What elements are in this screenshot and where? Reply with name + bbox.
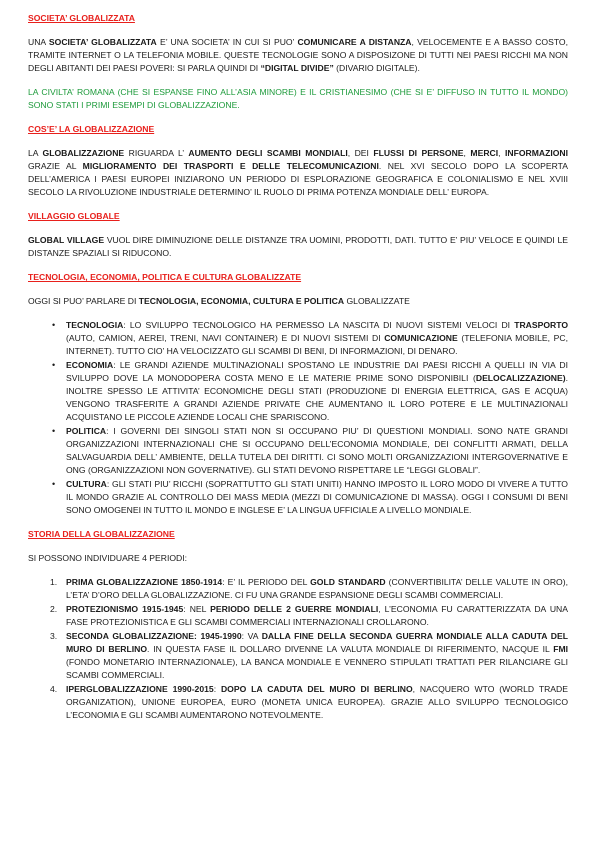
list-item-tecnologia	[52, 319, 568, 358]
list-number: 3.	[50, 631, 58, 641]
bold-text: PROTEZIONISMO 1915-1945	[66, 604, 184, 614]
text-run: OGGI SI PUO’ PARLARE DI	[28, 296, 139, 306]
section-heading-societa: SOCIETA’ GLOBALIZZATA	[28, 13, 135, 23]
bullet-list	[28, 319, 568, 517]
list-item-protezionismo	[50, 603, 568, 629]
text-run: : LE GRANDI AZIENDE MULTINAZIONALI SPOSTANO LE INDUSTRIE DAI PAESI RICCHI A QUELLI IN VIA DI SVILUPPO DOVE LA MONODOPERA COSTA MENO E LE MATERIE PRIME SONO DISPONIBILI (	[66, 360, 568, 383]
list-number: 1.	[50, 577, 58, 587]
bold-text: MIGLIORAMENTO DEI TRASPORTI E DELLE TELECOMUNICAZIONI	[82, 161, 379, 171]
list-number: 2.	[50, 604, 58, 614]
text-run: (TELEFONIA MOBILE, PC, INTERNET). TUTTO CIO’ HA VELOCIZZATO GLI SCAMBI DI BENI, DI INFORMAZIONI, DI DENARO.	[66, 333, 568, 356]
text-run: (DIVARIO DIGITALE).	[333, 63, 420, 73]
bold-text: POLITICA	[66, 426, 107, 436]
paragraph-periodi: SI POSSONO INDIVIDUARE 4 PERIODI:	[28, 553, 188, 563]
bold-text: PRIMA GLOBALIZZAZIONE 1850-1914	[66, 577, 223, 587]
bold-text: COMUNICARE A DISTANZA	[297, 37, 412, 47]
paragraph-globalizzazione	[28, 147, 568, 199]
text-run: (CONVERTIBILITA’ DELLE VALUTE IN ORO), L’ETA’ D’ORO DELLA GLOBALIZZAZIONE. CI FU UNA GRANDE ESPANSIONE DEGLI SCAMBI COMMERCIALI.	[66, 577, 568, 600]
bold-text: DALLA FINE DELLA SECONDA GUERRA MONDIALE ALLA CADUTA DEL MURO DI BERLINO	[66, 631, 568, 654]
text-run: UNA	[28, 37, 49, 47]
paragraph-civilta-romana: LA CIVILTA’ ROMANA (CHE SI ESPANSE FINO ALL’ASIA MINORE) E IL CRISTIANESIMO (CHE SI E’ DIFFUSO IN TUTTO IL MONDO) SONO STATI I PRIMI ESEMPI DI GLOBALIZZAZIONE.	[28, 87, 568, 110]
bold-text: COMUNICAZIONE	[384, 333, 458, 343]
paragraph-societa	[28, 36, 568, 75]
bold-text: TRASPORTO	[514, 320, 568, 330]
bold-text: TECNOLOGIA, ECONOMIA, CULTURA E POLITICA	[138, 296, 345, 306]
list-number: 4.	[50, 684, 58, 694]
text-run: , VELOCEMENTE E A BASSO COSTO, TRAMITE INTERNET O LA TELEFONIA MOBILE. QUESTE TECNOLOGIE SONO A DISPOSIZONE DI TUTTI NEI PAESI RICCHI MA NON DEGLI ABITANTI DEI PAESI POVERI: SI PARLA QUINDI DI	[28, 37, 569, 73]
text-run: GLOBALIZZATE	[344, 296, 410, 306]
bold-text: FLUSSI DI PERSONE	[373, 148, 464, 158]
text-run: : NEL	[183, 604, 211, 614]
bold-text: “DIGITAL DIVIDE”	[260, 63, 334, 73]
bold-text: MERCI	[470, 148, 499, 158]
bullet-icon: •	[52, 320, 56, 330]
text-run: GRAZIE AL	[28, 161, 83, 171]
bold-text: CULTURA	[66, 479, 107, 489]
text-run: : I GOVERNI DEI SINGOLI STATI NON SI OCCUPANO PIU’ DI QUESTIONI MONDIALI. SONO NATE GRANDI ORGANIZZAZIONI INTERNAZIONALI CHE SI OCCUPANO DELL’ECONOMIA MONDIALE, DEI CONFLITTI ARMATI, DELLA SALVAGUARDIA DELL’ AMBIENTE, DELLA TUTELA DEI DIRITTI. CI SONO MOLTI ORGANIZZAZIONI INTERGOVERNATIVE E ONG (ORGANIZZAZIONI NON GOVERNATIVE). GLI STATI DEVONO RISPETTARE LE “LEGGI GLOBALI”.	[66, 426, 568, 475]
text-run: , L’ECONOMIA FU CARATTERIZZATA DA UNA FASE PROTEZIONISTICA E GLI SCAMBI COMMERCIALI INTERNAZIONALI CROLLARONO.	[66, 604, 568, 627]
text-run: VUOL DIRE DIMINUZIONE DELLE DISTANZE TRA UOMINI, PRODOTTI, DATI. TUTTO E’ PIU’ VELOCE E QUINDI LE DISTANZE SPAZIALI SI RIDUCONO.	[28, 235, 568, 258]
bold-text: DELOCALIZZAZIONE)	[475, 373, 566, 383]
text-run: , NACQUERO WTO (WORLD TRADE ORGANIZATION), UNIONE EUROPEA, EURO (MONETA UNICA EUROPEA). GRAZIE ALLO SVILUPPO TECNOLOGICO L’ECONOMIA E GLI SCAMBI AUMENTARONO NOTEVOLMENTE.	[66, 684, 568, 720]
bold-text: FMI	[553, 644, 569, 654]
list-item-iperglobalizzazione	[50, 683, 568, 722]
bold-text: PERIODO DELLE 2 GUERRE MONDIALI	[210, 604, 379, 614]
text-run: :	[213, 684, 221, 694]
paragraph-oggi	[28, 295, 568, 308]
text-run: LA	[28, 148, 43, 158]
bold-text: SECONDA GLOBALIZZAZIONE: 1945-1990	[66, 631, 242, 641]
text-run: . INOLTRE SPESSO LE ATTIVITA’ ECONOMICHE DEGLI STATI (PRODUZIONE DI ENERGIA ELETTRICA, GAS E ACQUA) VENGONO TRASFERITE A GRANDI AZIENDE PRIVATE CHE AUMENTANO IL LORO POTERE E LE MULTINAZIONALI ACQUISTANO LE PICCOLE AZIENDE LOCALI CHE SPARISCONO.	[66, 373, 568, 422]
list-item-prima-globalizzazione	[50, 576, 568, 602]
text-run: ,	[498, 148, 505, 158]
section-heading-tecnologia: TECNOLOGIA, ECONOMIA, POLITICA E CULTURA GLOBALIZZATE	[28, 272, 302, 282]
bold-text: INFORMAZIONI	[505, 148, 569, 158]
bold-text: TECNOLOGIA	[66, 320, 124, 330]
text-run: , DEI	[347, 148, 374, 158]
bold-text: AUMENTO DEGLI SCAMBI MONDIALI	[188, 148, 348, 158]
text-run: : GLI STATI PIU’ RICCHI (SOPRATTUTTO GLI STATI UNITI) HANNO IMPOSTO IL LORO MODO DI VIVERE A TUTTO IL MONDO GRAZIE AL CONTROLLO DEI MASS MEDIA (MEZZI DI COMUNICAZIONE DI MASSA). OGGI I CONSUMI DI BENI SONO OMOGENEI IN TUTTO IL MONDO E INGLESE E’ LA LINGUA UFFICIALE A LIVELLO MONDIALE.	[66, 479, 568, 515]
text-run: . NEL XVI SECOLO DOPO LA SCOPERTA DELL’AMERICA I PAESI EUROPEI INIZIARONO UN PERIODO DI ESPLORAZIONE GEOGRAFICA E COLONIALISMO E NEL XVIII SECOLO LA RIVOLUZIONE INDUSTRIALE DETERMINO’ IL RUOLO DI PRIMA POTENZA MONDIALE DELL’ EUROPA.	[28, 161, 568, 197]
text-run: (FONDO MONETARIO INTERNAZIONALE), LA BANCA MONDIALE E VENNERO STIPULATI TRATTATI PER RILANCIARE GLI SCAMBI COMMERCIALI.	[66, 657, 568, 680]
bold-text: GLOBALIZZAZIONE	[42, 148, 125, 158]
list-item-economia	[52, 359, 568, 424]
text-run: : E’ IL PERIODO DEL	[222, 577, 311, 587]
text-run: E’ UNA SOCIETA’ IN CUI SI PUO’	[156, 37, 298, 47]
bold-text: GOLD STANDARD	[310, 577, 386, 587]
list-item-seconda-globalizzazione	[50, 630, 569, 682]
section-heading-cos-e: COS’E’ LA GLOBALIZZAZIONE	[28, 124, 155, 134]
bullet-icon: •	[52, 360, 56, 370]
bold-text: GLOBAL VILLAGE	[28, 235, 105, 245]
bold-text: SOCIETA’ GLOBALIZZATA	[48, 37, 157, 47]
bullet-icon: •	[52, 426, 56, 436]
text-run: : VA	[241, 631, 262, 641]
paragraph-global-village	[28, 234, 568, 260]
bold-text: ECONOMIA	[66, 360, 114, 370]
text-run: : LO SVILUPPO TECNOLOGICO HA PERMESSO LA NASCITA DI NUOVI SISTEMI VELOCI DI	[123, 320, 515, 330]
section-heading-villaggio: VILLAGGIO GLOBALE	[28, 211, 120, 221]
bold-text: DOPO LA CADUTA DEL MURO DI BERLINO	[220, 684, 413, 694]
text-run: . IN QUESTA FASE IL DOLLARO DIVENNE LA VALUTA MONDIALE DI RIFERIMENTO, NACQUE IL	[147, 644, 554, 654]
list-item-politica	[52, 425, 568, 477]
bullet-icon: •	[52, 479, 56, 489]
list-item-cultura	[52, 478, 568, 517]
document-page	[28, 12, 568, 723]
text-run: (AUTO, CAMION, AEREI, TRENI, NAVI CONTAINER) E DI NUOVI SISTEMI DI	[66, 333, 385, 343]
numbered-list	[28, 576, 568, 722]
text-run: ,	[463, 148, 471, 158]
bold-text: IPERGLOBALIZZAZIONE 1990-2015	[66, 684, 214, 694]
section-heading-storia: STORIA DELLA GLOBALIZZAZIONE	[28, 529, 175, 539]
text-run: RIGUARDA L’	[124, 148, 189, 158]
